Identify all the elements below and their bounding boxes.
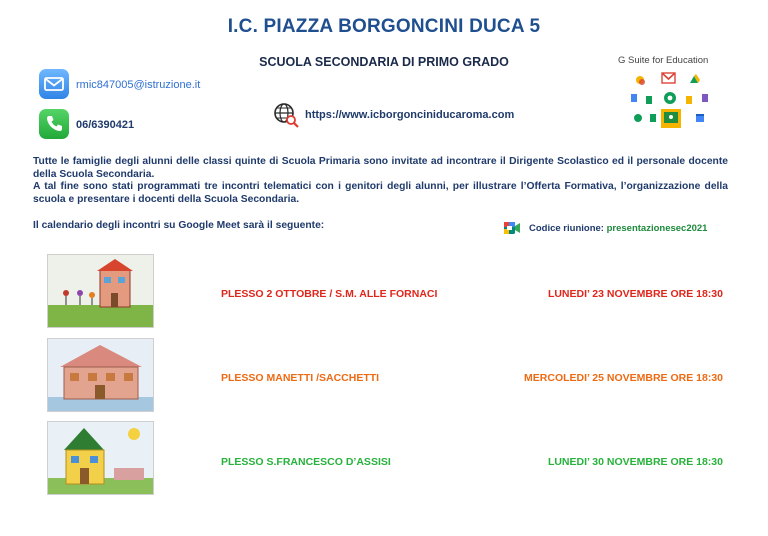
sheets-icon <box>646 96 652 104</box>
phone-icon[interactable] <box>39 109 69 139</box>
photos-icon <box>636 76 645 85</box>
gmail-icon <box>662 73 675 83</box>
sheets-icon <box>650 114 656 122</box>
calendar-intro: Il calendario degli incontri su Google Meet sarà il seguente: <box>33 220 325 231</box>
gsuite-apps-cluster <box>626 70 716 136</box>
hangouts-icon <box>634 114 642 122</box>
intro-paragraph: Tutte le famiglie degli alunni delle classi quinte di Scuola Primaria sono invitate ad incontrare il Dirigente Scolastico ed il personale docente della Scuola Secondaria. <box>33 156 728 180</box>
docs-icon <box>631 94 637 102</box>
page-subtitle: SCUOLA SECONDARIA DI PRIMO GRADO <box>259 55 509 69</box>
child-drawing-house-pink <box>47 338 154 412</box>
drive-icon <box>690 74 700 83</box>
schedule-plesso-3: PLESSO S.FRANCESCO D’ASSISI <box>221 456 391 468</box>
purpose-paragraph: A tal fine sono stati programmati tre incontri telematici con i genitori degli alunni, per illustrare l’Offerta Formativa, l’organizzazione della scuola e presentare i docenti della Scuola Secondaria. <box>33 181 728 205</box>
schedule-date-2: MERCOLEDI’ 25 NOVEMBRE ORE 18:30 <box>524 372 723 384</box>
page-title: I.C. PIAZZA BORGONCINI DUCA 5 <box>227 16 541 37</box>
meeting-code-label: Codice riunione: <box>529 223 604 234</box>
calendar-icon <box>696 114 704 122</box>
globe-search-icon <box>273 102 299 128</box>
google-meet-icon <box>503 220 521 236</box>
schedule-plesso-1: PLESSO 2 OTTOBRE / S.M. ALLE FORNACI <box>221 288 438 300</box>
website-link[interactable]: https://www.icborgonciniducaroma.com <box>305 109 515 121</box>
classroom-icon <box>661 109 681 128</box>
schedule-plesso-2: PLESSO MANETTI /SACCHETTI <box>221 372 380 384</box>
slides-icon <box>686 96 692 104</box>
settings-icon <box>664 92 676 104</box>
phone-number: 06/6390421 <box>76 119 135 131</box>
schedule-date-3: LUNEDI’ 30 NOVEMBRE ORE 18:30 <box>547 456 723 468</box>
gsuite-label: G Suite for Education <box>618 55 709 66</box>
schedule-date-1: LUNEDI’ 23 NOVEMBRE ORE 18:30 <box>547 288 723 300</box>
child-drawing-house-yellow <box>47 421 154 495</box>
meeting-code-value[interactable]: presentazionesec2021 <box>606 223 708 234</box>
child-drawing-house-red <box>47 254 154 328</box>
email-link[interactable]: rmic847005@istruzione.it <box>76 79 201 91</box>
mail-icon[interactable] <box>39 69 69 99</box>
meeting-code <box>529 223 707 234</box>
forms-icon <box>702 94 708 102</box>
